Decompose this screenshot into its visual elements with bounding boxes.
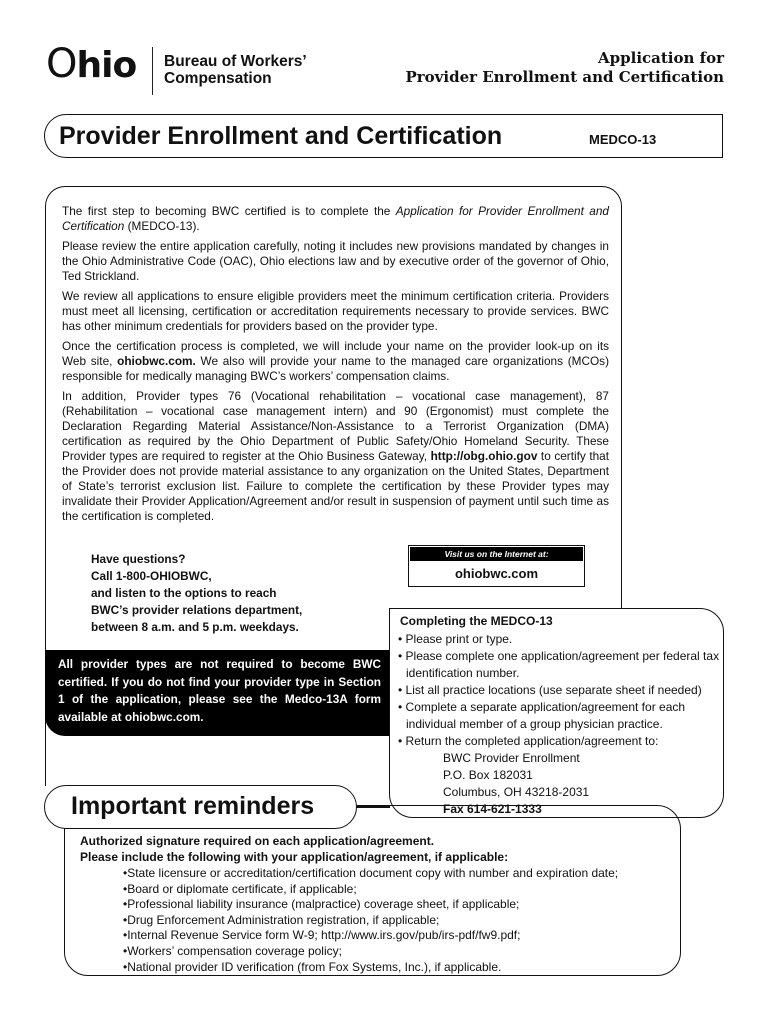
intro-paragraph-1: The first step to becoming BWC certified is to complete the Application for Provider Enrollment and Certification (MEDCO-13). [62, 204, 609, 233]
bureau-line-2: Compensation [164, 70, 272, 87]
notice-text: All provider types are not required to become BWC certified. If you do not find your provider type in Section 1 of the application, please see the Medco-13A form available at ohiobwc.com. [58, 657, 381, 724]
application-title [405, 49, 724, 87]
completing-title: Completing the MEDCO-13 [400, 614, 553, 628]
intro-paragraph-5: In addition, Provider types 76 (Vocational rehabilitation – vocational case management), 87 (Rehabilitation – vocational case management intern) and 90 (Ergonomist) must complete the Declaration Regarding Material Assistance/Non-Assistance to a Terrorist Organization (DMA) certification as required by the Ohio Department of Public Safety/Ohio Homeland Security. These Provider types are required to register at the Ohio Business Gateway, http://obg.ohio.gov to certify that the Provider does not provide material assistance to any organization on the United States, Department of State’s terrorist exclusion list. Failure to complete the certification by these Provider types may invalidate their Provider Application/Agreement and/or result in suspension of payment until such time as the certification is completed. [62, 389, 609, 523]
gateway-link[interactable]: http://obg.ohio.gov [430, 449, 538, 463]
list-item: •Drug Enforcement Administration registration, if applicable; [123, 912, 440, 927]
ohio-logo [46, 41, 137, 87]
completing-list [398, 631, 720, 750]
reminders-connector [356, 806, 390, 808]
intro-paragraph-4: Once the certification process is completed, we will include your name on the provider look-up on its Web site, ohiobwc.com. We also will provide your name to the managed care organizations (MCOs) responsible for medically managing BWC’s workers’ compensation claims. [62, 339, 610, 383]
intro-paragraph-2: Please review the entire application carefully, noting it includes new provisions mandated by changes in the Ohio Administrative Code (OAC), Ohio elections law and by executive order of the governor of Ohio, Ted Strickland. [62, 239, 609, 283]
questions-contact: Have questions? Call 1-800-OHIOBWC, and listen to the options to reach BWC’s provider relations department, between 8 a.m. and 5 p.m. weekdays. [91, 552, 303, 634]
list-item: •National provider ID verification (from Fox Systems, Inc.), if applicable. [123, 959, 502, 974]
logo-hio: hio [76, 45, 137, 86]
list-item: • Please complete one application/agreement per federal tax identification number. [398, 649, 720, 680]
list-item: • Complete a separate application/agreement for each individual member of a group physician practice. [398, 700, 686, 731]
reminders-title: Important reminders [71, 792, 315, 820]
page-title: Provider Enrollment and Certification [59, 122, 503, 150]
logo-divider [152, 47, 153, 95]
visit-url-link[interactable]: ohiobwc.com [454, 566, 539, 581]
list-item: •State licensure or accreditation/certification document copy with number and expiration date; [123, 866, 619, 880]
list-item: • Return the completed application/agreement to: [398, 734, 659, 748]
visit-heading: Visit us on the Internet at: [410, 547, 583, 561]
form-code: MEDCO-13 [589, 132, 657, 147]
fax-number: Fax 614-621-1333 [443, 802, 542, 816]
list-item: •Board or diplomate certificate, if applicable; [123, 881, 357, 896]
list-item: •Workers’ compensation coverage policy; [123, 943, 342, 958]
bureau-name [164, 53, 307, 87]
application-title-line-1: Application for [598, 49, 724, 67]
mailing-address: BWC Provider Enrollment P.O. Box 182031 Columbus, OH 43218-2031 Fax 614-621-1333 [443, 751, 590, 816]
logo-o: O [46, 41, 77, 87]
list-item: •Professional liability insurance (malpractice) coverage sheet, if applicable; [123, 897, 520, 912]
list-item: • Please print or type. [398, 632, 513, 646]
application-title-line-2: Provider Enrollment and Certification [405, 68, 724, 86]
bureau-line-1: Bureau of Workers’ [164, 53, 307, 70]
website-link[interactable]: ohiobwc.com. [117, 354, 196, 368]
reminders-lead: Authorized signature required on each application/agreement. Please include the following with your application/agreement, if applicable: [80, 834, 509, 864]
list-item: •Internal Revenue Service form W-9; http://www.irs.gov/pub/irs-pdf/fw9.pdf; [123, 928, 521, 943]
intro-paragraph-3: We review all applications to ensure eligible providers meet the minimum certification criteria. Providers must meet all licensing, certification or accreditation requirements necessary to provide services. BWC has other minimum credentials for providers based on the provider type. [62, 289, 609, 333]
list-item: • List all practice locations (use separate sheet if needed) [398, 683, 702, 697]
reminders-list [123, 866, 618, 975]
intro-text [62, 204, 609, 529]
